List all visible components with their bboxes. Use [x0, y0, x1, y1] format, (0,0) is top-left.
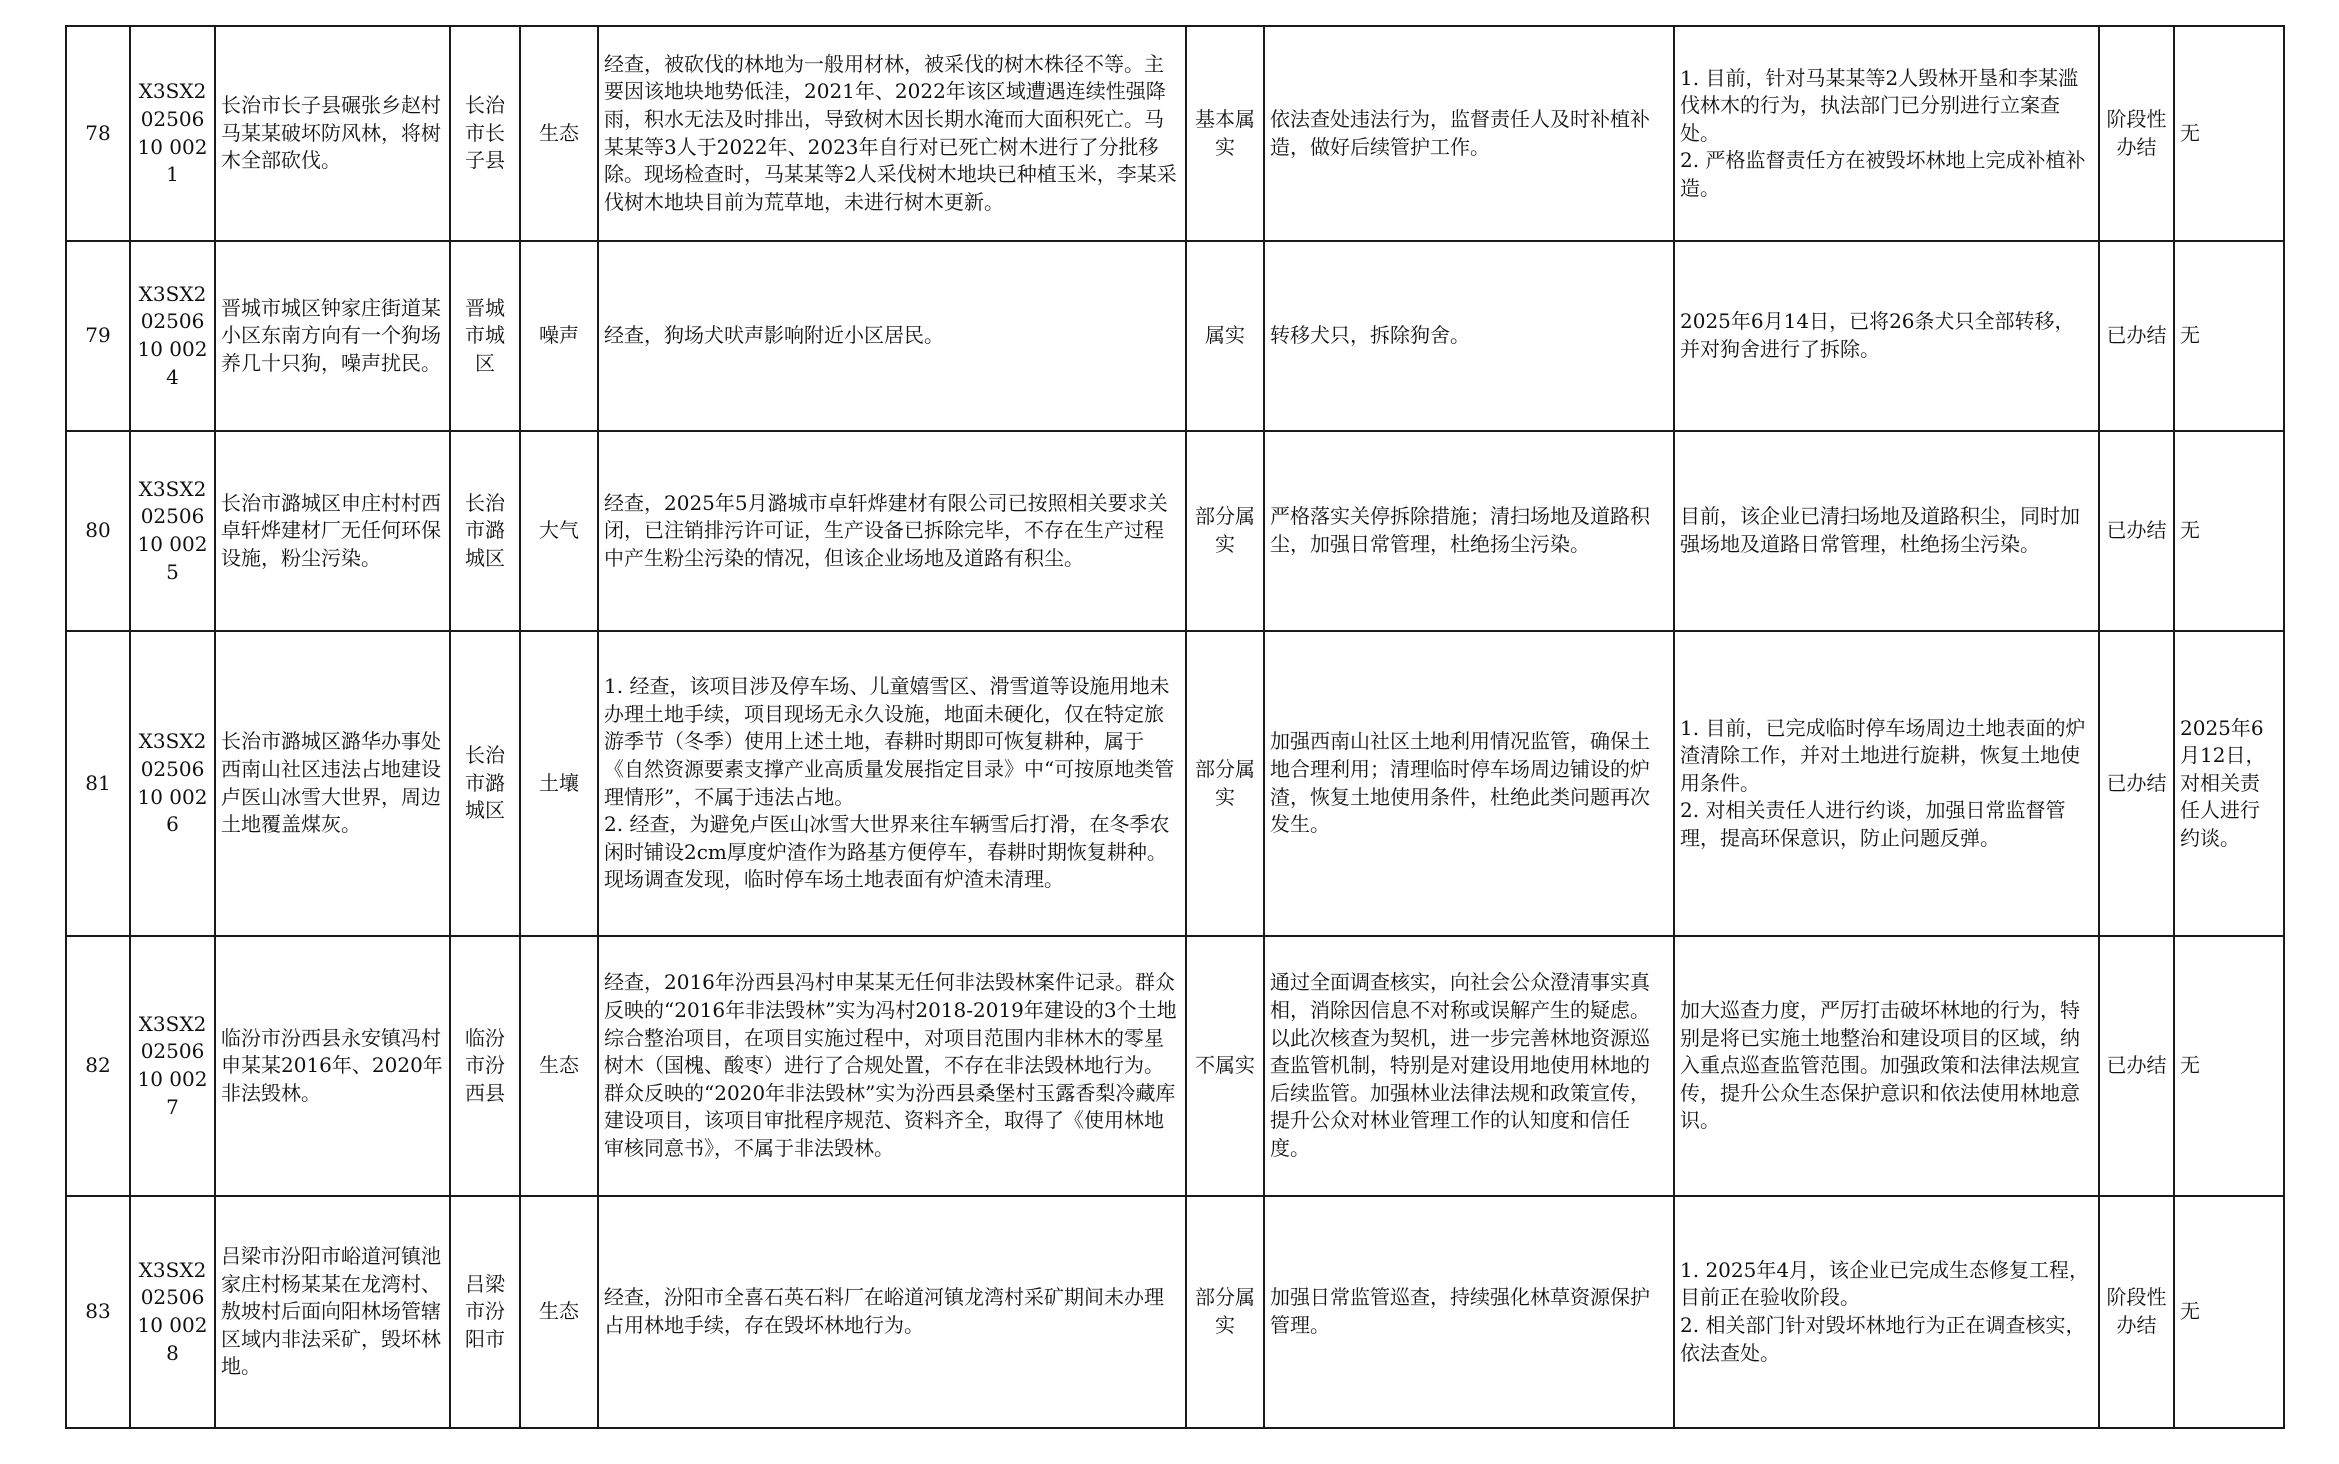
case-code: X3SX20250610 0028 [130, 1196, 215, 1428]
rectification-progress: 2025年6月14日，已将26条犬只全部转移，并对狗舍进行了拆除。 [1674, 241, 2099, 431]
pollution-category: 生态 [520, 936, 598, 1196]
case-number: 79 [66, 241, 130, 431]
rectification-measures: 加强日常监管巡查，持续强化林草资源保护管理。 [1264, 1196, 1674, 1428]
case-code: X3SX20250610 0027 [130, 936, 215, 1196]
verification-verdict: 基本属实 [1186, 26, 1264, 241]
case-number: 82 [66, 936, 130, 1196]
completion-status: 已办结 [2099, 241, 2174, 431]
investigation-result: 1. 经查，该项目涉及停车场、儿童嬉雪区、滑雪道等设施用地未办理土地手续，项目现场无永久设施，地面未硬化，仅在特定旅游季节（冬季）使用上述土地，春耕时期即可恢复耕种，属于《自然资源要素支撑产业高质量发展指定目录》中“可按原地类管理情形”，不属于违法占地。 2. 经查，为避免卢医山冰雪大世界来往车辆雪后打滑，在冬季农闲时铺设2cm厚度炉渣作为路基方便停车，春耕时期恢复耕种。现场调查发现，临时停车场土地表面有炉渣未清理。 [598, 631, 1186, 936]
rectification-measures: 严格落实关停拆除措施；清扫场地及道路积尘，加强日常管理，杜绝扬尘污染。 [1264, 431, 1674, 631]
complaint-content: 长治市长子县碾张乡赵村马某某破坏防风林，将树木全部砍伐。 [215, 26, 450, 241]
administrative-district: 吕梁市汾阳市 [450, 1196, 520, 1428]
investigation-result: 经查，被砍伐的林地为一般用材林，被采伐的树木株径不等。主要因该地块地势低洼，2021年、2022年该区域遭遇连续性强降雨，积水无法及时排出，导致树木因长期水淹而大面积死亡。马某某等3人于2022年、2023年自行对已死亡树木进行了分批移除。现场检查时，马某某等2人采伐树木地块已种植玉米，李某采伐树木地块目前为荒草地，未进行树木更新。 [598, 26, 1186, 241]
accountability-info: 无 [2174, 241, 2284, 431]
pollution-category: 大气 [520, 431, 598, 631]
administrative-district: 长治市潞城区 [450, 431, 520, 631]
case-code: X3SX20250610 0026 [130, 631, 215, 936]
pollution-category: 噪声 [520, 241, 598, 431]
rectification-progress: 加大巡查力度，严厉打击破坏林地的行为，特别是将已实施土地整治和建设项目的区域，纳入重点巡查监管范围。加强政策和法律法规宣传，提升公众生态保护意识和依法使用林地意识。 [1674, 936, 2099, 1196]
case-table [65, 25, 2285, 1429]
investigation-result: 经查，汾阳市全喜石英石料厂在峪道河镇龙湾村采矿期间未办理占用林地手续，存在毁坏林地行为。 [598, 1196, 1186, 1428]
rectification-measures: 加强西南山社区土地利用情况监管，确保土地合理利用；清理临时停车场周边铺设的炉渣，恢复土地使用条件，杜绝此类问题再次发生。 [1264, 631, 1674, 936]
investigation-result: 经查，2016年汾西县冯村申某某无任何非法毁林案件记录。群众反映的“2016年非法毁林”实为冯村2018-2019年建设的3个土地综合整治项目，在项目实施过程中，对项目范围内非林木的零星树木（国槐、酸枣）进行了合规处置，不存在非法毁林地行为。群众反映的“2020年非法毁林”实为汾西县桑堡村玉露香梨冷藏库建设项目，该项目审批程序规范、资料齐全，取得了《使用林地审核同意书》，不属于非法毁林。 [598, 936, 1186, 1196]
case-number: 80 [66, 431, 130, 631]
case-number: 81 [66, 631, 130, 936]
rectification-progress: 1. 目前，针对马某某等2人毁林开垦和李某滥伐林木的行为，执法部门已分别进行立案查处。 2. 严格监督责任方在被毁坏林地上完成补植补造。 [1674, 26, 2099, 241]
table-row [66, 936, 2284, 1196]
accountability-info: 2025年6月12日，对相关责任人进行约谈。 [2174, 631, 2284, 936]
administrative-district: 长治市长子县 [450, 26, 520, 241]
verification-verdict: 属实 [1186, 241, 1264, 431]
rectification-measures: 转移犬只，拆除狗舍。 [1264, 241, 1674, 431]
administrative-district: 晋城市城区 [450, 241, 520, 431]
table-row [66, 241, 2284, 431]
verification-verdict: 不属实 [1186, 936, 1264, 1196]
table-row [66, 631, 2284, 936]
completion-status: 已办结 [2099, 431, 2174, 631]
administrative-district: 长治市潞城区 [450, 631, 520, 936]
administrative-district: 临汾市汾西县 [450, 936, 520, 1196]
accountability-info: 无 [2174, 431, 2284, 631]
case-number: 83 [66, 1196, 130, 1428]
rectification-measures: 依法查处违法行为，监督责任人及时补植补造，做好后续管护工作。 [1264, 26, 1674, 241]
completion-status: 已办结 [2099, 936, 2174, 1196]
case-code: X3SX20250610 0024 [130, 241, 215, 431]
investigation-result: 经查，狗场犬吠声影响附近小区居民。 [598, 241, 1186, 431]
complaint-content: 临汾市汾西县永安镇冯村申某某2016年、2020年非法毁林。 [215, 936, 450, 1196]
complaint-content: 长治市潞城区申庄村村西卓轩烨建材厂无任何环保设施，粉尘污染。 [215, 431, 450, 631]
accountability-info: 无 [2174, 26, 2284, 241]
completion-status: 阶段性办结 [2099, 26, 2174, 241]
pollution-category: 生态 [520, 26, 598, 241]
pollution-category: 生态 [520, 1196, 598, 1428]
accountability-info: 无 [2174, 936, 2284, 1196]
rectification-measures: 通过全面调查核实，向社会公众澄清事实真相，消除因信息不对称或误解产生的疑虑。以此次核查为契机，进一步完善林地资源巡查监管机制，特别是对建设用地使用林地的后续监管。加强林业法律法规和政策宣传，提升公众对林业管理工作的认知度和信任度。 [1264, 936, 1674, 1196]
verification-verdict: 部分属实 [1186, 1196, 1264, 1428]
rectification-progress: 1. 2025年4月，该企业已完成生态修复工程，目前正在验收阶段。 2. 相关部门针对毁坏林地行为正在调查核实，依法查处。 [1674, 1196, 2099, 1428]
table-row [66, 1196, 2284, 1428]
completion-status: 已办结 [2099, 631, 2174, 936]
table-row [66, 26, 2284, 241]
complaint-content: 吕梁市汾阳市峪道河镇池家庄村杨某某在龙湾村、敖坡村后面向阳林场管辖区域内非法采矿，毁坏林地。 [215, 1196, 450, 1428]
complaint-content: 长治市潞城区潞华办事处西南山社区违法占地建设卢医山冰雪大世界，周边土地覆盖煤灰。 [215, 631, 450, 936]
rectification-progress: 目前，该企业已清扫场地及道路积尘，同时加强场地及道路日常管理，杜绝扬尘污染。 [1674, 431, 2099, 631]
complaint-content: 晋城市城区钟家庄街道某小区东南方向有一个狗场养几十只狗，噪声扰民。 [215, 241, 450, 431]
verification-verdict: 部分属实 [1186, 631, 1264, 936]
case-number: 78 [66, 26, 130, 241]
investigation-result: 经查，2025年5月潞城市卓轩烨建材有限公司已按照相关要求关闭，已注销排污许可证，生产设备已拆除完毕，不存在生产过程中产生粉尘污染的情况，但该企业场地及道路有积尘。 [598, 431, 1186, 631]
pollution-category: 土壤 [520, 631, 598, 936]
accountability-info: 无 [2174, 1196, 2284, 1428]
completion-status: 阶段性办结 [2099, 1196, 2174, 1428]
rectification-progress: 1. 目前，已完成临时停车场周边土地表面的炉渣清除工作，并对土地进行旋耕，恢复土地使用条件。 2. 对相关责任人进行约谈，加强日常监督管理，提高环保意识，防止问题反弹。 [1674, 631, 2099, 936]
case-code: X3SX20250610 0025 [130, 431, 215, 631]
verification-verdict: 部分属实 [1186, 431, 1264, 631]
case-code: X3SX20250610 0021 [130, 26, 215, 241]
table-row [66, 431, 2284, 631]
